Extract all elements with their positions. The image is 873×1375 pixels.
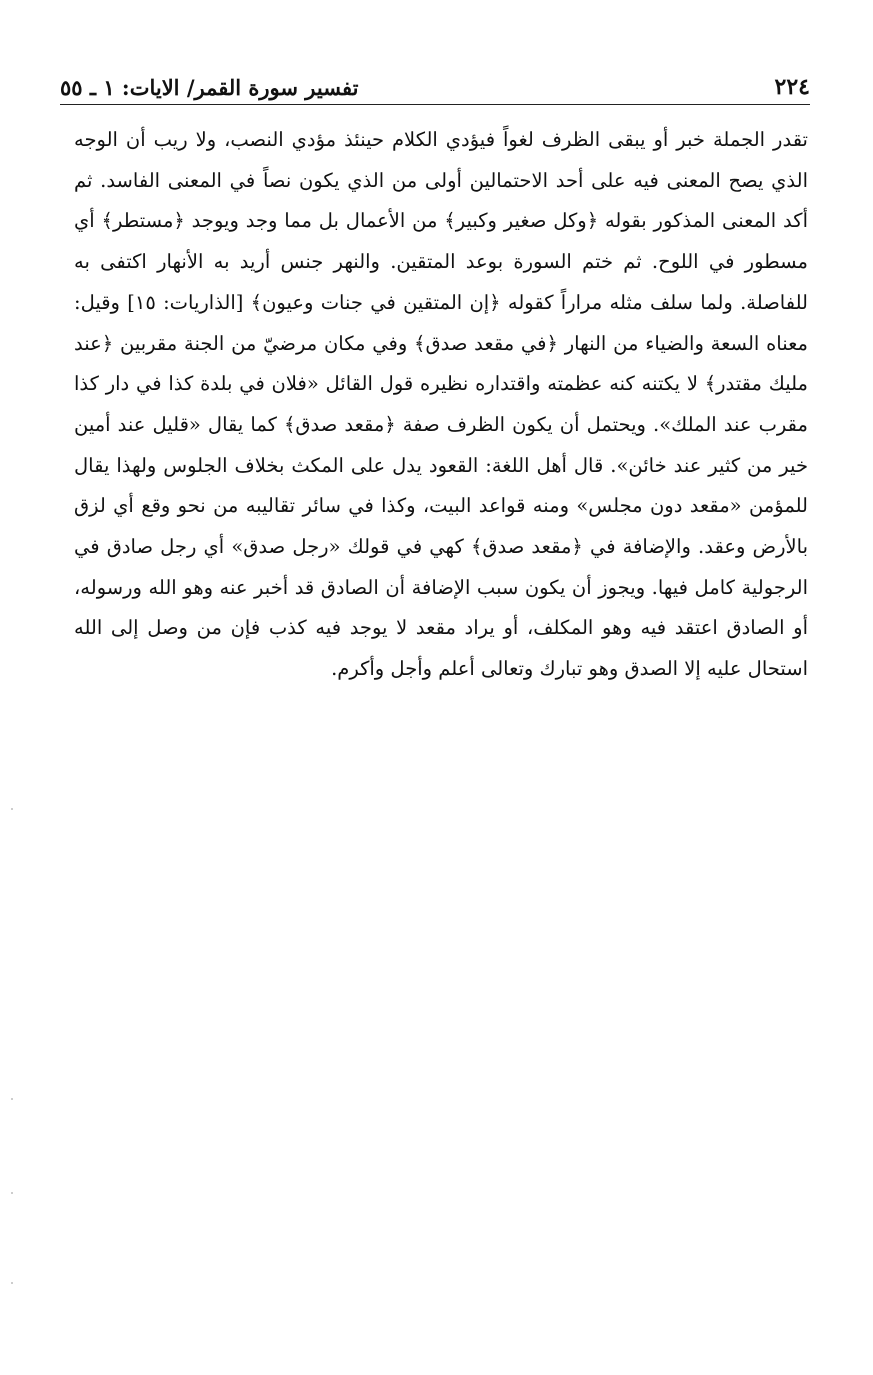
page-number: ٢٢٤ — [774, 74, 810, 100]
body-text — [74, 120, 808, 690]
running-title: تفسير سورة القمر/ الايات: ١ ـ ٥٥ — [60, 75, 359, 100]
paragraph: تقدر الجملة خبر أو يبقى الظرف لغواً فيؤدي الكلام حينئذ مؤدي النصب، ولا ريب أن الوجه الذي يصح المعنى فيه على أحد الاحتمالين أولى من الذي يكون نصاً في المعنى الفاسد. ثم أكد المعنى المذكور بقوله ﴿وكل صغير وكبير﴾ من الأعمال بل مما وجد ويوجد ﴿مستطر﴾ أي مسطور في اللوح. ثم ختم السورة بوعد المتقين. والنهر جنس أريد به الأنهار اكتفى به للفاصلة. ولما سلف مثله مراراً كقوله ﴿إن المتقين في جنات وعيون﴾ [الذاريات: ١٥] وقيل: معناه السعة والضياء من النهار ﴿في مقعد صدق﴾ وفي مكان مرضيّ من الجنة مقربين ﴿عند مليك مقتدر﴾ لا يكتنه كنه عظمته واقتداره نظيره قول القائل «فلان في بلدة كذا في دار كذا مقرب عند الملك». ويحتمل أن يكون الظرف صفة ﴿مقعد صدق﴾ كما يقال «قليل عند أمين خير من كثير عند خائن». قال أهل اللغة: القعود يدل على المكث بخلاف الجلوس ولهذا يقال للمؤمن «مقعد دون مجلس» ومنه قواعد البيت، وكذا في سائر تقاليبه من نحو وقع أي لزق بالأرض وعقد. والإضافة في ﴿مقعد صدق﴾ كهي في قولك «رجل صدق» أي رجل صادق في الرجولية كامل فيها. ويجوز أن يكون سبب الإضافة أن الصادق قد أخبر عنه وهو الله ورسوله، أو الصادق اعتقد فيه وهو المكلف، أو يراد مقعد لا يوجد فيه كذب فإن من وصل إلى الله استحال عليه إلا الصدق وهو تبارك وتعالى أعلم وأجل وأكرم. — [74, 128, 808, 681]
page-header — [60, 66, 810, 105]
scan-speck — [11, 1098, 13, 1100]
scan-speck — [11, 808, 13, 810]
scan-speck — [11, 1192, 13, 1194]
scan-speck — [11, 1282, 13, 1284]
